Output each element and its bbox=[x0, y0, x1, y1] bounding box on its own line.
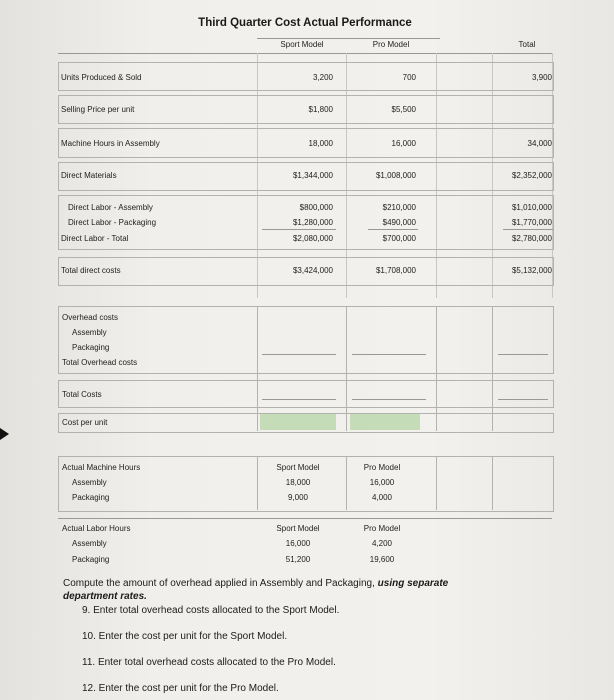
labor-total-sport: $2,080,000 bbox=[292, 234, 333, 243]
labor-packaging-total: $1,770,000 bbox=[511, 218, 552, 227]
units-total: 3,900 bbox=[531, 73, 552, 82]
materials-label: Direct Materials bbox=[61, 171, 117, 180]
question-11: 11. Enter total overhead costs allocated to the Pro Model. bbox=[82, 657, 336, 668]
machine-hours-assembly-label: Assembly bbox=[72, 478, 107, 487]
overhead-assembly-label: Assembly bbox=[72, 328, 107, 337]
labor-assembly-pro: $210,000 bbox=[382, 203, 416, 212]
materials-pro: $1,008,000 bbox=[375, 171, 416, 180]
header-bottom-rule bbox=[58, 53, 552, 54]
units-sport: 3,200 bbox=[312, 73, 333, 82]
pro-cost-per-unit-cell[interactable] bbox=[350, 414, 420, 430]
header-pro: Pro Model bbox=[372, 40, 410, 49]
labor-hours-pro-packaging: 19,600 bbox=[369, 555, 395, 564]
machine-hours-pro-packaging: 4,000 bbox=[371, 493, 393, 502]
header-top-rule bbox=[257, 38, 440, 39]
machine-hours-packaging-label: Packaging bbox=[72, 493, 110, 502]
question-intro-emphasis: using separate bbox=[377, 578, 449, 589]
question-intro-line2: department rates. bbox=[63, 591, 147, 602]
machine-hours-sport-assembly: 18,000 bbox=[285, 478, 311, 487]
labor-assembly-label: Direct Labor - Assembly bbox=[68, 203, 153, 212]
labor-hours-sport-head: Sport Model bbox=[276, 524, 320, 533]
units-label: Units Produced & Sold bbox=[61, 73, 142, 82]
labor-assembly-sport: $800,000 bbox=[299, 203, 333, 212]
labor-hours-assembly-label: Assembly bbox=[72, 539, 107, 548]
materials-total: $2,352,000 bbox=[511, 171, 552, 180]
header-total: Total bbox=[518, 40, 536, 49]
total-costs-row-box bbox=[58, 380, 554, 408]
labor-hours-heading: Actual Labor Hours bbox=[62, 524, 131, 533]
machine-hours-pro-assembly: 16,000 bbox=[369, 478, 395, 487]
labor-hours-packaging-label: Packaging bbox=[72, 555, 110, 564]
sport-cost-per-unit-cell[interactable] bbox=[260, 414, 336, 430]
labor-assembly-total: $1,010,000 bbox=[511, 203, 552, 212]
question-10: 10. Enter the cost per unit for the Sport Model. bbox=[82, 631, 288, 642]
question-intro-text: Compute the amount of overhead applied in Assembly and Packaging, bbox=[63, 578, 378, 589]
worksheet-title: Third Quarter Cost Actual Performance bbox=[198, 17, 412, 29]
labor-total-total: $2,780,000 bbox=[511, 234, 552, 243]
direct-costs-sport: $3,424,000 bbox=[292, 266, 333, 275]
machine-hours-sport-packaging: 9,000 bbox=[287, 493, 309, 502]
labor-total-label: Direct Labor - Total bbox=[61, 234, 129, 243]
units-pro: 700 bbox=[402, 73, 416, 82]
price-pro: $5,500 bbox=[391, 105, 416, 114]
labor-hours-pro-head: Pro Model bbox=[363, 524, 401, 533]
price-label: Selling Price per unit bbox=[61, 105, 135, 114]
direct-costs-total: $5,132,000 bbox=[511, 266, 552, 275]
labor-hours-sport-assembly: 16,000 bbox=[285, 539, 311, 548]
overhead-total-label: Total Overhead costs bbox=[62, 358, 138, 367]
price-sport: $1,800 bbox=[308, 105, 333, 114]
cost-per-unit-label: Cost per unit bbox=[62, 418, 108, 427]
overhead-heading: Overhead costs bbox=[62, 313, 119, 322]
machine-label: Machine Hours in Assembly bbox=[61, 139, 160, 148]
pointer-arrow-icon bbox=[0, 428, 9, 440]
machine-hours-pro-head: Pro Model bbox=[363, 463, 401, 472]
labor-total-pro: $700,000 bbox=[382, 234, 416, 243]
labor-packaging-pro: $490,000 bbox=[382, 218, 416, 227]
labor-packaging-sport: $1,280,000 bbox=[292, 218, 333, 227]
machine-sport: 18,000 bbox=[308, 139, 333, 148]
direct-costs-pro: $1,708,000 bbox=[375, 266, 416, 275]
machine-hours-sport-head: Sport Model bbox=[276, 463, 320, 472]
direct-costs-label: Total direct costs bbox=[61, 266, 121, 275]
question-9: 9. Enter total overhead costs allocated to the Sport Model. bbox=[82, 605, 340, 616]
labor-hours-sport-packaging: 51,200 bbox=[285, 555, 311, 564]
machine-hours-heading: Actual Machine Hours bbox=[62, 463, 141, 472]
materials-sport: $1,344,000 bbox=[292, 171, 333, 180]
question-12: 12. Enter the cost per unit for the Pro Model. bbox=[82, 683, 279, 694]
question-intro bbox=[63, 578, 448, 589]
machine-pro: 16,000 bbox=[391, 139, 416, 148]
labor-packaging-label: Direct Labor - Packaging bbox=[68, 218, 157, 227]
labor-hours-pro-assembly: 4,200 bbox=[371, 539, 393, 548]
total-costs-label: Total Costs bbox=[62, 390, 102, 399]
overhead-packaging-label: Packaging bbox=[72, 343, 110, 352]
header-sport: Sport Model bbox=[280, 40, 324, 49]
machine-total: 34,000 bbox=[527, 139, 552, 148]
